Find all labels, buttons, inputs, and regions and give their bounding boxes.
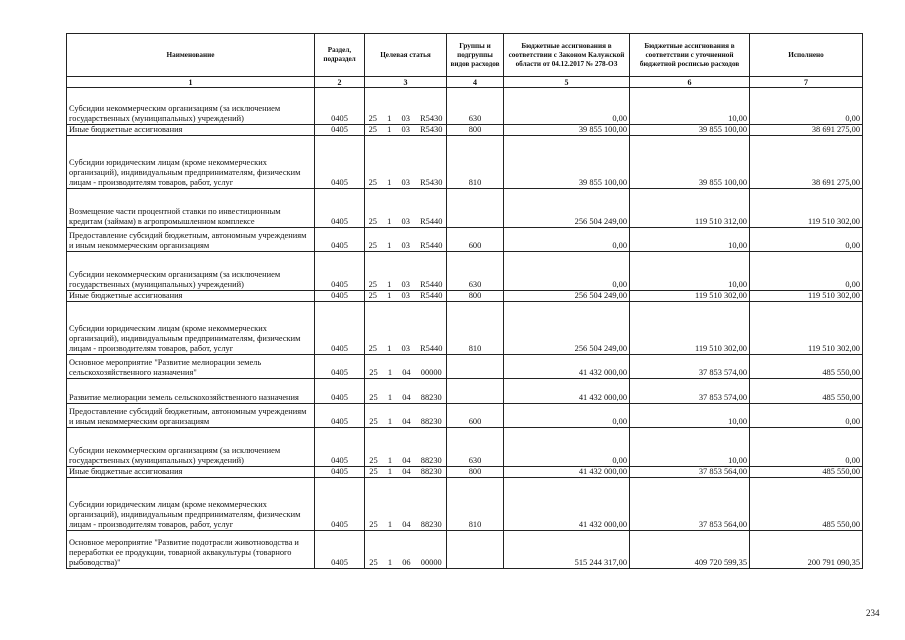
row-group bbox=[447, 189, 504, 228]
row-refined-amount: 39 855 100,00 bbox=[630, 125, 750, 136]
col-number: 6 bbox=[630, 77, 750, 88]
row-law-amount: 41 432 000,00 bbox=[504, 379, 630, 404]
budget-table bbox=[66, 33, 863, 569]
row-target: 25 1 04 88230 bbox=[365, 428, 447, 467]
col-header-refined: Бюджетные ассигнования в соответствии с уточненной бюджетной росписью расходов bbox=[630, 34, 750, 77]
row-law-amount: 39 855 100,00 bbox=[504, 136, 630, 189]
row-target: 25 1 03 R5440 bbox=[365, 189, 447, 228]
row-group: 600 bbox=[447, 404, 504, 428]
row-name: Основное мероприятие "Развитие мелиорации земель сельскохозяйственного назначения" bbox=[67, 355, 315, 379]
row-section: 0405 bbox=[315, 136, 365, 189]
row-refined-amount: 119 510 302,00 bbox=[630, 291, 750, 302]
row-section: 0405 bbox=[315, 291, 365, 302]
table-row bbox=[67, 291, 863, 302]
row-executed-amount: 119 510 302,00 bbox=[750, 291, 863, 302]
row-name: Возмещение части процентной ставки по инвестиционным кредитам (займам) в агропромышленном комплексе bbox=[67, 189, 315, 228]
row-group bbox=[447, 379, 504, 404]
row-refined-amount: 119 510 312,00 bbox=[630, 189, 750, 228]
row-law-amount: 256 504 249,00 bbox=[504, 291, 630, 302]
table-row bbox=[67, 88, 863, 125]
row-law-amount: 0,00 bbox=[504, 252, 630, 291]
table-row bbox=[67, 379, 863, 404]
row-name: Предоставление субсидий бюджетным, автономным учреждениям и иным некоммерческим организациям bbox=[67, 404, 315, 428]
row-name: Иные бюджетные ассигнования bbox=[67, 467, 315, 478]
row-target: 25 1 06 00000 bbox=[365, 531, 447, 569]
row-group: 630 bbox=[447, 88, 504, 125]
row-name: Субсидии некоммерческим организациям (за исключением государственных (муниципальных) учреждений) bbox=[67, 252, 315, 291]
row-section: 0405 bbox=[315, 189, 365, 228]
row-executed-amount: 0,00 bbox=[750, 252, 863, 291]
col-number: 2 bbox=[315, 77, 365, 88]
row-section: 0405 bbox=[315, 355, 365, 379]
col-header-group: Группы и подгруппы видов расходов bbox=[447, 34, 504, 77]
row-executed-amount: 0,00 bbox=[750, 428, 863, 467]
table-row bbox=[67, 404, 863, 428]
row-target: 25 1 04 88230 bbox=[365, 404, 447, 428]
row-executed-amount: 485 550,00 bbox=[750, 467, 863, 478]
row-group: 630 bbox=[447, 252, 504, 291]
row-section: 0405 bbox=[315, 404, 365, 428]
row-law-amount: 39 855 100,00 bbox=[504, 125, 630, 136]
table-row bbox=[67, 136, 863, 189]
row-law-amount: 515 244 317,00 bbox=[504, 531, 630, 569]
row-group: 600 bbox=[447, 228, 504, 252]
table-row bbox=[67, 467, 863, 478]
row-law-amount: 0,00 bbox=[504, 88, 630, 125]
row-refined-amount: 119 510 302,00 bbox=[630, 302, 750, 355]
row-target: 25 1 03 R5430 bbox=[365, 88, 447, 125]
table-row bbox=[67, 189, 863, 228]
row-section: 0405 bbox=[315, 252, 365, 291]
row-refined-amount: 10,00 bbox=[630, 404, 750, 428]
row-group: 800 bbox=[447, 291, 504, 302]
row-executed-amount: 200 791 090,35 bbox=[750, 531, 863, 569]
row-section: 0405 bbox=[315, 228, 365, 252]
row-law-amount: 41 432 000,00 bbox=[504, 355, 630, 379]
col-number: 3 bbox=[365, 77, 447, 88]
row-name: Субсидии некоммерческим организациям (за исключением государственных (муниципальных) учреждений) bbox=[67, 428, 315, 467]
table-row bbox=[67, 428, 863, 467]
col-header-law: Бюджетные ассигнования в соответствии с Законом Калужской области от 04.12.2017 № 278-ОЗ bbox=[504, 34, 630, 77]
col-number: 1 bbox=[67, 77, 315, 88]
row-group: 800 bbox=[447, 125, 504, 136]
row-refined-amount: 37 853 574,00 bbox=[630, 379, 750, 404]
row-refined-amount: 39 855 100,00 bbox=[630, 136, 750, 189]
row-name: Основное мероприятие "Развитие подотрасли животноводства и переработки ее продукции, товарной аквакультуры (товарного рыбоводства)" bbox=[67, 531, 315, 569]
row-section: 0405 bbox=[315, 88, 365, 125]
table-row bbox=[67, 228, 863, 252]
row-target: 25 1 03 R5430 bbox=[365, 136, 447, 189]
row-target: 25 1 04 88230 bbox=[365, 478, 447, 531]
row-target: 25 1 03 R5440 bbox=[365, 252, 447, 291]
col-number: 5 bbox=[504, 77, 630, 88]
row-group: 630 bbox=[447, 428, 504, 467]
header-row bbox=[67, 34, 863, 77]
row-refined-amount: 10,00 bbox=[630, 88, 750, 125]
table-row bbox=[67, 252, 863, 291]
table-row bbox=[67, 531, 863, 569]
row-name: Развитие мелиорации земель сельскохозяйственного назначения bbox=[67, 379, 315, 404]
row-name: Субсидии юридическим лицам (кроме некоммерческих организаций), индивидуальным предпринимателям, физическим лицам - производителям товаров, работ, услуг bbox=[67, 136, 315, 189]
row-executed-amount: 38 691 275,00 bbox=[750, 125, 863, 136]
row-section: 0405 bbox=[315, 478, 365, 531]
table-row bbox=[67, 478, 863, 531]
row-name: Субсидии юридическим лицам (кроме некоммерческих организаций), индивидуальным предпринимателям, физическим лицам - производителям товаров, работ, услуг bbox=[67, 302, 315, 355]
row-law-amount: 41 432 000,00 bbox=[504, 478, 630, 531]
column-number-row bbox=[67, 77, 863, 88]
row-section: 0405 bbox=[315, 428, 365, 467]
row-group bbox=[447, 355, 504, 379]
row-group: 810 bbox=[447, 302, 504, 355]
row-name: Субсидии юридическим лицам (кроме некоммерческих организаций), индивидуальным предпринимателям, физическим лицам - производителям товаров, работ, услуг bbox=[67, 478, 315, 531]
page-number: 234 bbox=[866, 608, 880, 618]
row-section: 0405 bbox=[315, 125, 365, 136]
row-target: 25 1 03 R5440 bbox=[365, 291, 447, 302]
table-row bbox=[67, 355, 863, 379]
col-number: 7 bbox=[750, 77, 863, 88]
row-name: Иные бюджетные ассигнования bbox=[67, 125, 315, 136]
row-executed-amount: 119 510 302,00 bbox=[750, 189, 863, 228]
row-law-amount: 256 504 249,00 bbox=[504, 189, 630, 228]
col-number: 4 bbox=[447, 77, 504, 88]
row-section: 0405 bbox=[315, 531, 365, 569]
row-name: Иные бюджетные ассигнования bbox=[67, 291, 315, 302]
row-target: 25 1 03 R5440 bbox=[365, 228, 447, 252]
row-name: Субсидии некоммерческим организациям (за исключением государственных (муниципальных) учреждений) bbox=[67, 88, 315, 125]
row-group: 810 bbox=[447, 136, 504, 189]
row-law-amount: 41 432 000,00 bbox=[504, 467, 630, 478]
row-group: 800 bbox=[447, 467, 504, 478]
row-refined-amount: 37 853 564,00 bbox=[630, 467, 750, 478]
row-refined-amount: 10,00 bbox=[630, 228, 750, 252]
row-refined-amount: 37 853 564,00 bbox=[630, 478, 750, 531]
row-section: 0405 bbox=[315, 379, 365, 404]
row-law-amount: 0,00 bbox=[504, 404, 630, 428]
row-executed-amount: 485 550,00 bbox=[750, 355, 863, 379]
row-refined-amount: 10,00 bbox=[630, 252, 750, 291]
row-refined-amount: 37 853 574,00 bbox=[630, 355, 750, 379]
row-target: 25 1 04 00000 bbox=[365, 355, 447, 379]
row-law-amount: 256 504 249,00 bbox=[504, 302, 630, 355]
col-header-executed: Исполнено bbox=[750, 34, 863, 77]
row-target: 25 1 03 R5440 bbox=[365, 302, 447, 355]
row-section: 0405 bbox=[315, 302, 365, 355]
row-executed-amount: 0,00 bbox=[750, 404, 863, 428]
row-executed-amount: 0,00 bbox=[750, 228, 863, 252]
row-executed-amount: 485 550,00 bbox=[750, 478, 863, 531]
row-law-amount: 0,00 bbox=[504, 428, 630, 467]
col-header-name: Наименование bbox=[67, 34, 315, 77]
row-executed-amount: 485 550,00 bbox=[750, 379, 863, 404]
table-row bbox=[67, 125, 863, 136]
row-refined-amount: 10,00 bbox=[630, 428, 750, 467]
row-executed-amount: 0,00 bbox=[750, 88, 863, 125]
table-row bbox=[67, 302, 863, 355]
row-section: 0405 bbox=[315, 467, 365, 478]
row-target: 25 1 03 R5430 bbox=[365, 125, 447, 136]
row-group bbox=[447, 531, 504, 569]
col-header-section: Раздел, подраздел bbox=[315, 34, 365, 77]
row-executed-amount: 38 691 275,00 bbox=[750, 136, 863, 189]
row-executed-amount: 119 510 302,00 bbox=[750, 302, 863, 355]
col-header-target: Целевая статья bbox=[365, 34, 447, 77]
row-law-amount: 0,00 bbox=[504, 228, 630, 252]
row-target: 25 1 04 88230 bbox=[365, 379, 447, 404]
row-group: 810 bbox=[447, 478, 504, 531]
row-name: Предоставление субсидий бюджетным, автономным учреждениям и иным некоммерческим организациям bbox=[67, 228, 315, 252]
row-target: 25 1 04 88230 bbox=[365, 467, 447, 478]
row-refined-amount: 409 720 599,35 bbox=[630, 531, 750, 569]
